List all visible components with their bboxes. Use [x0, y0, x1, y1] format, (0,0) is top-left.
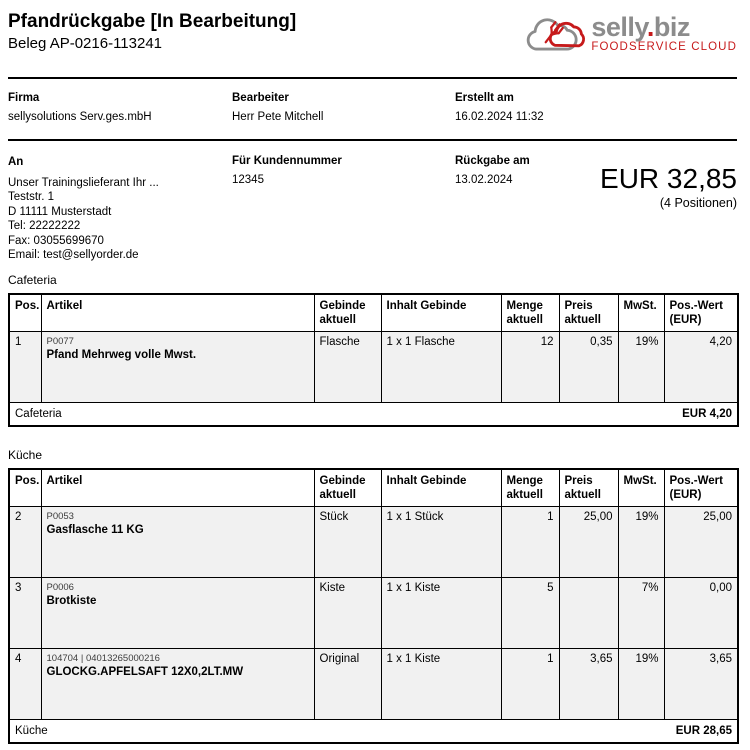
article-code: P0077 [46, 335, 74, 347]
recipient-line: Tel: 22222222 [8, 220, 81, 232]
section-footer-total: EUR 4,20 [682, 407, 732, 420]
cell-inhalt: 1 x 1 Kiste [381, 648, 501, 719]
recipient-line: Teststr. 1 [8, 191, 55, 203]
recipient-line: Unser Trainingslieferant Ihr ... [8, 176, 159, 189]
cell-wert: 0,00 [664, 577, 738, 648]
kundennummer-value: 12345 [232, 174, 264, 186]
article-name: Brotkiste [46, 594, 97, 607]
recipient-line: Fax: 03055699670 [8, 234, 104, 247]
col-gebinde: Gebinde aktuell [314, 469, 381, 507]
cell-gebinde: Flasche [314, 331, 381, 402]
document-number: Beleg AP-0216-113241 [8, 35, 163, 52]
cell-menge: 5 [501, 577, 559, 648]
bearbeiter-value: Herr Pete Mitchell [232, 111, 324, 123]
recipient-block [8, 155, 232, 263]
rueckgabe-value: 13.02.2024 [455, 174, 513, 186]
table-row [9, 648, 738, 719]
col-wert: Pos.-Wert (EUR) [664, 469, 738, 507]
article-name: Gasflasche 11 KG [46, 523, 144, 536]
info-row-1 [8, 92, 737, 124]
cell-pos: 1 [9, 331, 41, 402]
total-amount: EUR 32,85 [600, 163, 737, 194]
cell-wert: 4,20 [664, 331, 738, 402]
kundennummer-block [232, 155, 455, 263]
cell-pos: 3 [9, 577, 41, 648]
info-row-2 [8, 155, 737, 263]
recipient-line: Email: test@sellyorder.de [8, 249, 139, 261]
positions-table-kueche [8, 468, 739, 744]
firma-label: Firma [8, 92, 40, 104]
cell-inhalt: 1 x 1 Kiste [381, 577, 501, 648]
cell-gebinde: Original [314, 648, 381, 719]
col-artikel: Artikel [41, 294, 314, 332]
cell-artikel [41, 331, 314, 402]
logo-text [591, 12, 737, 53]
article-code: P0053 [46, 510, 74, 522]
page-title: Pfandrückgabe [In Bearbeitung] [8, 11, 297, 32]
col-preis: Preis aktuell [559, 294, 618, 332]
cell-inhalt: 1 x 1 Flasche [381, 331, 501, 402]
table-row [9, 506, 738, 577]
article-code: P0006 [46, 581, 74, 593]
table-row [9, 331, 738, 402]
brand-name: selly.biz [591, 12, 690, 42]
col-gebinde: Gebinde aktuell [314, 294, 381, 332]
table-footer-row [9, 402, 738, 426]
document-header [8, 10, 737, 66]
cell-wert: 3,65 [664, 648, 738, 719]
cell-menge: 12 [501, 331, 559, 402]
article-name: GLOCKG.APFELSAFT 12X0,2LT.MW [46, 665, 244, 678]
cell-inhalt: 1 x 1 Stück [381, 506, 501, 577]
recipient-line: D 11111 Musterstadt [8, 205, 112, 218]
table-header-row [9, 469, 738, 507]
cell-artikel [41, 506, 314, 577]
col-preis: Preis aktuell [559, 469, 618, 507]
cell-menge: 1 [501, 506, 559, 577]
col-mwst: MwSt. [618, 294, 664, 332]
section-footer-label: Cafeteria [15, 407, 62, 420]
section-total-cell [9, 719, 738, 743]
col-wert: Pos.-Wert (EUR) [664, 294, 738, 332]
brand-tagline: FOODSERVICE CLOUD [591, 41, 737, 53]
bearbeiter-block [232, 92, 455, 124]
total-positions-count: (4 Positionen) [659, 196, 737, 210]
section-total-cell [9, 402, 738, 426]
section-footer-total: EUR 28,65 [675, 724, 732, 737]
cell-wert: 25,00 [664, 506, 738, 577]
positions-table-cafeteria [8, 293, 739, 427]
section-footer-label: Küche [15, 724, 48, 737]
cell-gebinde: Kiste [314, 577, 381, 648]
rueckgabe-block [455, 155, 595, 263]
cell-mwst: 19% [618, 506, 664, 577]
erstellt-label: Erstellt am [455, 92, 514, 104]
firma-block [8, 92, 232, 124]
divider-middle [8, 139, 737, 141]
erstellt-block [455, 92, 737, 124]
col-pos: Pos. [9, 469, 41, 507]
cell-pos: 4 [9, 648, 41, 719]
cell-mwst: 7% [618, 577, 664, 648]
col-inhalt: Inhalt Gebinde [381, 294, 501, 332]
an-label: An [8, 156, 24, 168]
table-row [9, 577, 738, 648]
article-name: Pfand Mehrweg volle Mwst. [46, 348, 197, 361]
cell-gebinde: Stück [314, 506, 381, 577]
bearbeiter-label: Bearbeiter [232, 92, 289, 104]
cell-artikel [41, 648, 314, 719]
cell-pos: 2 [9, 506, 41, 577]
col-inhalt: Inhalt Gebinde [381, 469, 501, 507]
divider-top [8, 77, 737, 79]
col-artikel: Artikel [41, 469, 314, 507]
article-code: 104704 | 04013265000216 [46, 652, 160, 664]
kundennummer-label: Für Kundennummer [232, 155, 342, 167]
cell-mwst: 19% [618, 648, 664, 719]
table-header-row [9, 294, 738, 332]
cell-artikel [41, 577, 314, 648]
rueckgabe-label: Rückgabe am [455, 155, 530, 167]
cell-menge: 1 [501, 648, 559, 719]
cell-mwst: 19% [618, 331, 664, 402]
cloud-fork-icon [521, 10, 587, 58]
cell-preis [559, 577, 618, 648]
selly-logo [521, 10, 737, 58]
col-mwst: MwSt. [618, 469, 664, 507]
section-label-kueche: Küche [8, 447, 43, 462]
col-menge: Menge aktuell [501, 469, 559, 507]
col-menge: Menge aktuell [501, 294, 559, 332]
col-pos: Pos. [9, 294, 41, 332]
cell-preis: 0,35 [559, 331, 618, 402]
firma-value: sellysolutions Serv.ges.mbH [8, 111, 152, 123]
total-block [595, 164, 737, 263]
cell-preis: 25,00 [559, 506, 618, 577]
erstellt-value: 16.02.2024 11:32 [455, 111, 544, 123]
section-label-cafeteria: Cafeteria [8, 272, 57, 287]
cell-preis: 3,65 [559, 648, 618, 719]
table-footer-row [9, 719, 738, 743]
